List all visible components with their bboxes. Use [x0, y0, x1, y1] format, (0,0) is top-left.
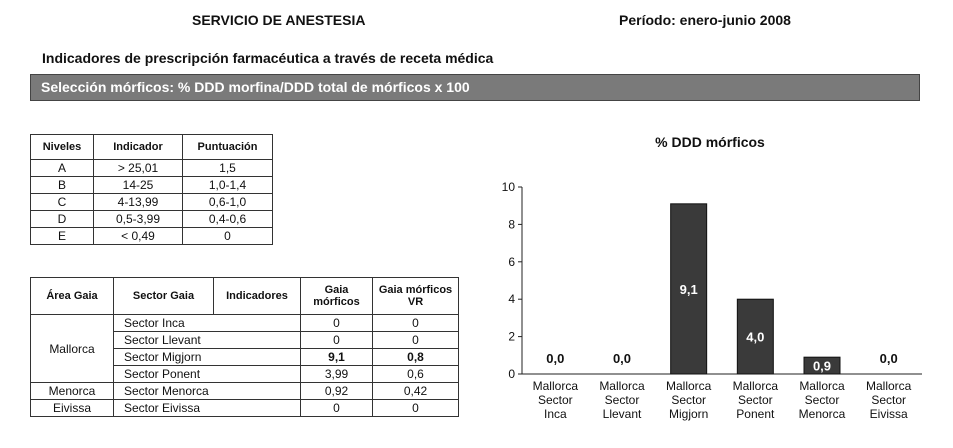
indicator-cell: 14-25: [94, 177, 183, 194]
levels-header-puntuacion: Puntuación: [183, 135, 273, 160]
level-cell: B: [31, 177, 94, 194]
category-label-line: Sector: [871, 393, 907, 407]
category-label: [799, 379, 846, 421]
area-cell: Mallorca: [31, 315, 114, 383]
y-tick-label: 0: [508, 367, 515, 381]
chart-title: % DDD mórficos: [655, 134, 765, 150]
area-header-indicadores: Indicadores: [214, 278, 301, 315]
table-row: [31, 160, 273, 177]
category-label-line: Sector: [671, 393, 707, 407]
levels-header-indicador: Indicador: [94, 135, 183, 160]
category-label: [666, 379, 712, 421]
category-label-line: Eivissa: [869, 407, 908, 421]
value-vr-cell: 0: [373, 315, 459, 332]
value-cell: 0: [301, 332, 373, 349]
table-row: [31, 383, 459, 400]
category-label-line: Mallorca: [599, 379, 645, 393]
category-label: [533, 379, 579, 421]
sector-cell: Sector Menorca: [114, 383, 301, 400]
indicator-banner: Selección mórficos: % DDD morfina/DDD total de mórficos x 100: [30, 74, 920, 101]
indicator-cell: 4-13,99: [94, 194, 183, 211]
value-vr-cell: 0: [373, 332, 459, 349]
page-subtitle: Indicadores de prescripción farmacéutica a través de receta médica: [42, 50, 494, 66]
category-label-line: Mallorca: [532, 379, 579, 393]
area-header-sector: Sector Gaia: [114, 278, 214, 315]
level-cell: C: [31, 194, 94, 211]
area-cell: Eivissa: [31, 400, 114, 417]
category-label-line: Ponent: [736, 407, 775, 421]
category-label-line: Sector: [604, 393, 640, 407]
y-tick-label: 4: [508, 292, 515, 307]
table-row: [31, 228, 273, 245]
table-row: [31, 400, 459, 417]
score-cell: 0,6-1,0: [183, 194, 273, 211]
period-label: Período: enero-junio 2008: [619, 12, 791, 28]
data-label: 0,9: [812, 358, 832, 374]
indicator-cell: > 25,01: [94, 160, 183, 177]
value-cell: 3,99: [301, 366, 373, 383]
level-cell: A: [31, 160, 94, 177]
value-vr-cell: 0: [373, 400, 459, 417]
value-vr-cell: 0,42: [373, 383, 459, 400]
value-cell: 0: [301, 400, 373, 417]
category-label-line: Migjorn: [668, 407, 709, 421]
ddd-morficos-bar-chart: [470, 125, 930, 435]
table-row: [31, 315, 459, 332]
category-label-line: Mallorca: [865, 379, 912, 393]
value-vr-cell: 0,8: [373, 349, 459, 366]
data-label: 0,0: [546, 351, 565, 366]
category-label: [866, 379, 912, 421]
data-label: 0,0: [612, 351, 632, 366]
category-label-line: Mallorca: [732, 379, 779, 393]
score-cell: 0,4-0,6: [183, 211, 273, 228]
area-header-morficos: Gaia mórficos: [301, 278, 373, 315]
area-header-area: Área Gaia: [31, 278, 114, 315]
category-label-line: Menorca: [798, 407, 846, 421]
category-label-line: Inca: [543, 407, 567, 421]
value-cell: 9,1: [301, 349, 373, 366]
category-label-line: Sector: [737, 393, 773, 407]
table-row: [31, 177, 273, 194]
sector-cell: Sector Ponent: [114, 366, 301, 383]
level-cell: E: [31, 228, 94, 245]
category-label: [733, 379, 779, 421]
area-header-morficos-vr: Gaia mórficos VR: [373, 278, 459, 315]
sector-cell: Sector Migjorn: [114, 349, 301, 366]
table-row: [31, 194, 273, 211]
area-cell: Menorca: [31, 383, 114, 400]
score-cell: 1,0-1,4: [183, 177, 273, 194]
data-label: 4,0: [746, 329, 765, 345]
score-cell: 1,5: [183, 160, 273, 177]
y-tick-label: 10: [501, 180, 515, 194]
sector-cell: Sector Inca: [114, 315, 301, 332]
level-cell: D: [31, 211, 94, 228]
score-cell: 0: [183, 228, 273, 245]
sector-cell: Sector Llevant: [114, 332, 301, 349]
sector-cell: Sector Eivissa: [114, 400, 301, 417]
levels-table: [30, 134, 273, 245]
indicator-cell: < 0,49: [94, 228, 183, 245]
value-cell: 0,92: [301, 383, 373, 400]
y-tick-label: 2: [508, 329, 515, 344]
category-label: [599, 379, 645, 421]
category-label-line: Sector: [537, 393, 573, 407]
data-label: 0,0: [879, 351, 898, 366]
category-label-line: Llevant: [602, 407, 642, 421]
indicator-cell: 0,5-3,99: [94, 211, 183, 228]
value-vr-cell: 0,6: [373, 366, 459, 383]
category-label-line: Mallorca: [665, 379, 712, 393]
levels-header-niveles: Niveles: [31, 135, 94, 160]
data-label: 9,1: [679, 281, 698, 297]
table-row: [31, 211, 273, 228]
value-cell: 0: [301, 315, 373, 332]
category-label-line: Mallorca: [799, 379, 845, 393]
area-table: [30, 277, 459, 417]
y-tick-label: 8: [508, 217, 515, 232]
y-tick-label: 6: [508, 254, 515, 269]
service-title: SERVICIO DE ANESTESIA: [192, 12, 366, 28]
category-label-line: Sector: [804, 393, 840, 407]
